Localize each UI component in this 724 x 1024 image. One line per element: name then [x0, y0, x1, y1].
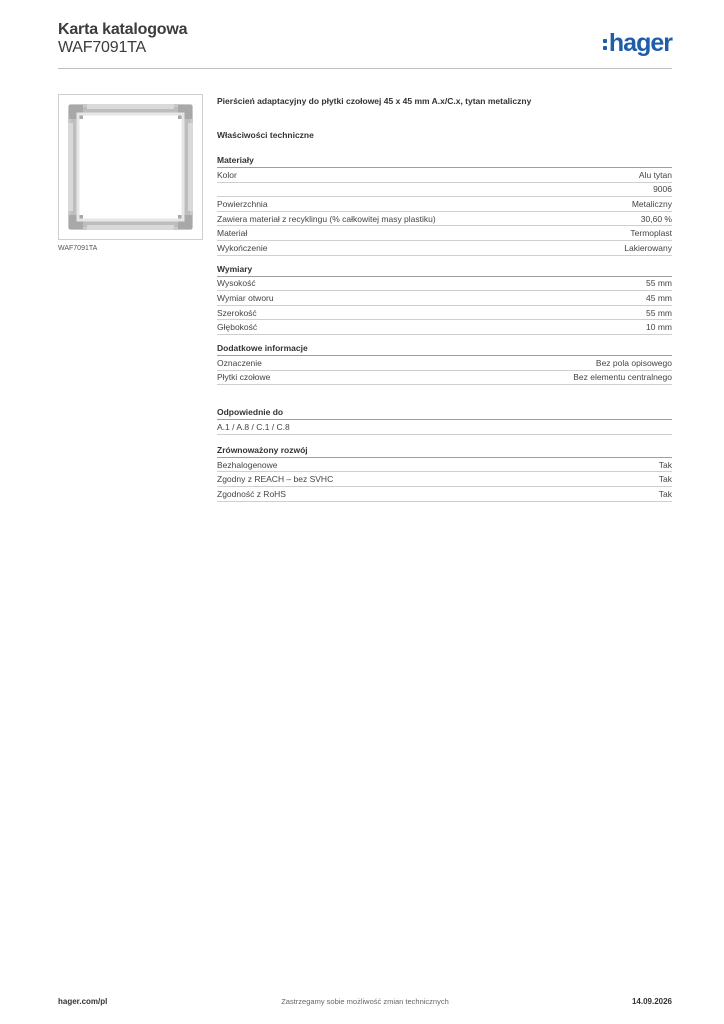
row-value: Lakierowany — [624, 242, 672, 253]
product-description: Pierścień adaptacyjny do płytki czołowej 45 x 45 mm A.x/C.x, tytan metaliczny — [217, 96, 532, 106]
row-value: Bez pola opisowego — [595, 357, 672, 368]
table-row — [217, 226, 672, 241]
tech-properties-heading: Właściwości techniczne — [217, 130, 314, 140]
section-title: Zrównoważony rozwój — [217, 445, 672, 458]
table-row — [217, 212, 672, 227]
footer-website-link[interactable]: hager.com/pl — [58, 997, 108, 1006]
row-value: Tak — [658, 459, 672, 470]
table-row — [217, 371, 672, 386]
section-materials — [217, 155, 672, 256]
row-key: Oznaczenie — [217, 357, 262, 368]
row-key: Szerokość — [217, 307, 257, 318]
row-value: 10 mm — [646, 322, 672, 333]
row-key: Wykończenie — [217, 242, 268, 253]
hager-logo — [603, 29, 672, 57]
table-row — [217, 487, 672, 502]
row-value: 45 mm — [646, 292, 672, 303]
row-key: Wysokość — [217, 278, 256, 289]
page-header — [58, 21, 672, 69]
table-row — [217, 197, 672, 212]
row-value: Alu tytan — [638, 169, 672, 180]
row-value: 55 mm — [646, 278, 672, 289]
row-key: Materiał — [217, 228, 248, 239]
row-value: Tak — [658, 488, 672, 499]
row-value: 55 mm — [646, 307, 672, 318]
row-value: Bez elementu centralnego — [573, 372, 672, 383]
row-key: Kolor — [217, 169, 237, 180]
section-dimensions — [217, 264, 672, 335]
section-sustainability — [217, 445, 672, 502]
footer-disclaimer: Zastrzegamy sobie możliwość zmian technicznych — [281, 997, 449, 1006]
logo-text: hager — [608, 28, 672, 57]
row-value: Metaliczny — [631, 198, 672, 209]
row-key: Wymiar otworu — [217, 292, 274, 303]
page-footer — [58, 997, 672, 1011]
row-value: 30,60 % — [640, 213, 672, 224]
adapter-ring-icon — [59, 95, 202, 239]
section-suitable-for — [217, 407, 672, 435]
section-additional-info — [217, 343, 672, 385]
footer-date: 14.09.2026 — [631, 997, 672, 1006]
document-title: Karta katalogowa — [58, 21, 188, 38]
product-code: WAF7091TA — [58, 39, 147, 56]
table-row — [217, 420, 672, 435]
image-caption: WAF7091TA — [58, 245, 98, 252]
section-title: Odpowiednie do — [217, 407, 672, 420]
table-row — [217, 291, 672, 306]
table-row — [217, 241, 672, 256]
table-row — [217, 320, 672, 335]
section-title: Materiały — [217, 155, 672, 168]
row-value: Termoplast — [630, 228, 672, 239]
table-row — [217, 168, 672, 183]
row-value: Tak — [658, 474, 672, 485]
row-value: 9006 — [653, 184, 672, 195]
row-key: Płytki czołowe — [217, 372, 271, 383]
row-key: Zgodny z REACH – bez SVHC — [217, 474, 334, 485]
row-key: Bezhalogenowe — [217, 459, 278, 470]
table-row — [217, 356, 672, 371]
row-key: Głębokość — [217, 322, 258, 333]
table-row — [217, 306, 672, 321]
product-image — [58, 94, 203, 240]
logo-dots-icon — [603, 39, 607, 50]
table-row — [217, 472, 672, 487]
row-key: Zawiera materiał z recyklingu (% całkowitej masy plastiku) — [217, 213, 436, 224]
table-row — [217, 183, 672, 198]
row-key: Powierzchnia — [217, 198, 268, 209]
section-title: Wymiary — [217, 264, 672, 277]
table-row — [217, 458, 672, 473]
section-title: Dodatkowe informacje — [217, 343, 672, 356]
row-key: Zgodność z RoHS — [217, 488, 286, 499]
spec-content — [217, 96, 672, 502]
row-key: A.1 / A.8 / C.1 / C.8 — [217, 421, 290, 432]
table-row — [217, 277, 672, 292]
